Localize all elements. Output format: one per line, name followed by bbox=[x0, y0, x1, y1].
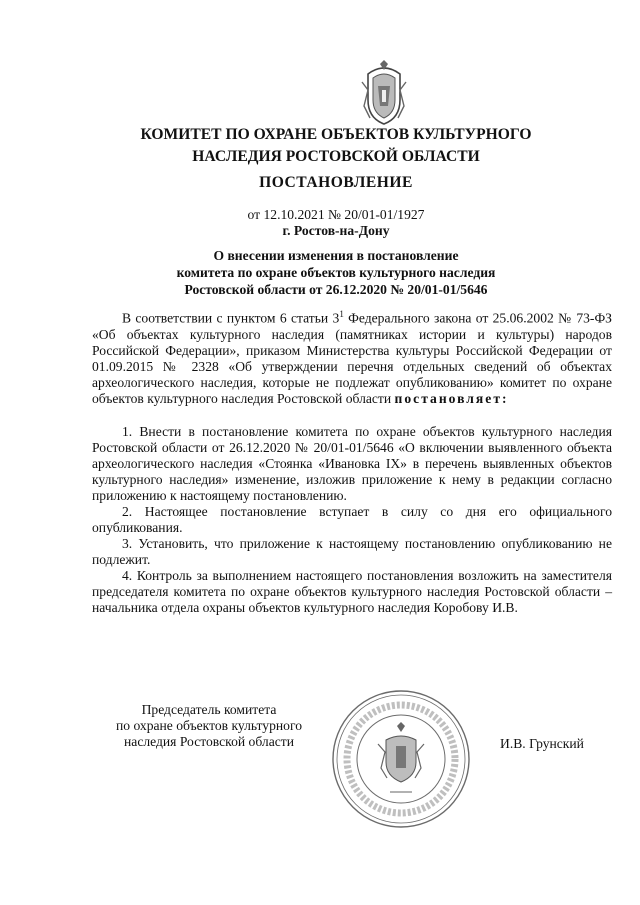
document-type: ПОСТАНОВЛЕНИЕ bbox=[259, 174, 413, 191]
authority-line-2: НАСЛЕДИЯ РОСТОВСКОЙ ОБЛАСТИ bbox=[192, 148, 480, 165]
coat-of-arms-icon bbox=[358, 60, 410, 126]
authority-line-1: КОМИТЕТ ПО ОХРАНЕ ОБЪЕКТОВ КУЛЬТУРНОГО bbox=[140, 126, 532, 143]
resolution-item-4: 4. Контроль за выполнением настоящего постановления возложить на заместителя председателя комитета по охране объектов культурного наследия Ростовской области – начальника отдела охраны объектов культурного наследия Коробову И.В. bbox=[92, 567, 612, 615]
preamble-paragraph bbox=[92, 306, 612, 407]
resolution-item-1: 1. Внести в постановление комитета по охране объектов культурного наследия Ростовской области от 26.12.2020 № 20/01-01/5646 «О включении выявленного объекта археологического наследия «Стоянка «Ивановка IX» в перечень выявленных объектов культурного наследия» изменение, изложив приложение к нему в редакции согласно приложению к настоящему постановлению. bbox=[92, 423, 612, 503]
subject-line-1: О внесении изменения в постановление bbox=[213, 248, 459, 263]
preamble-superscript: 1 bbox=[339, 309, 344, 319]
subject-line-3: Ростовской области от 26.12.2020 № 20/01-01/5646 bbox=[184, 282, 488, 297]
signatory-title bbox=[104, 702, 314, 750]
resolution-item-2: 2. Настоящее постановление вступает в силу со дня его официального опубликования. bbox=[92, 503, 612, 535]
document-date-number: от 12.10.2021 № 20/01-01/1927 bbox=[247, 207, 425, 222]
preamble-text-1: В соответствии с пунктом 6 статьи 3 bbox=[122, 310, 340, 326]
resolution-item-3: 3. Установить, что приложение к настоящему постановлению опубликованию не подлежит. bbox=[92, 535, 612, 567]
signatory-title-line-3: наследия Ростовской области bbox=[124, 734, 294, 749]
subject-line-2: комитета по охране объектов культурного наследия bbox=[176, 265, 496, 280]
decree-word: постановляет: bbox=[394, 390, 509, 406]
signatory-title-line-2: по охране объектов культурного bbox=[115, 718, 303, 733]
document-subject bbox=[150, 247, 522, 298]
document-city: г. Ростов-на-Дону bbox=[282, 223, 390, 238]
document-body bbox=[92, 306, 612, 616]
issuing-authority bbox=[120, 124, 552, 168]
signatory-name: И.В. Грунский bbox=[500, 736, 584, 751]
resolution-items bbox=[92, 424, 612, 616]
signatory-title-line-1: Председатель комитета bbox=[141, 702, 277, 717]
official-seal-icon bbox=[330, 688, 472, 830]
preamble-text-2: Федерального закона от 25.06.2002 № 73-ФЗ «Об объектах культурного наследия (памятниках истории и культуры) народов Российской Федерации», приказом Министерства культуры Российской Федерации от 01.09.2015 № 2328 «Об утверждении перечня отдельных сведений об объектах археологического наследия, которые не подлежат опубликованию» комитет по охране объектов культурного наследия Ростовской области bbox=[92, 310, 612, 406]
